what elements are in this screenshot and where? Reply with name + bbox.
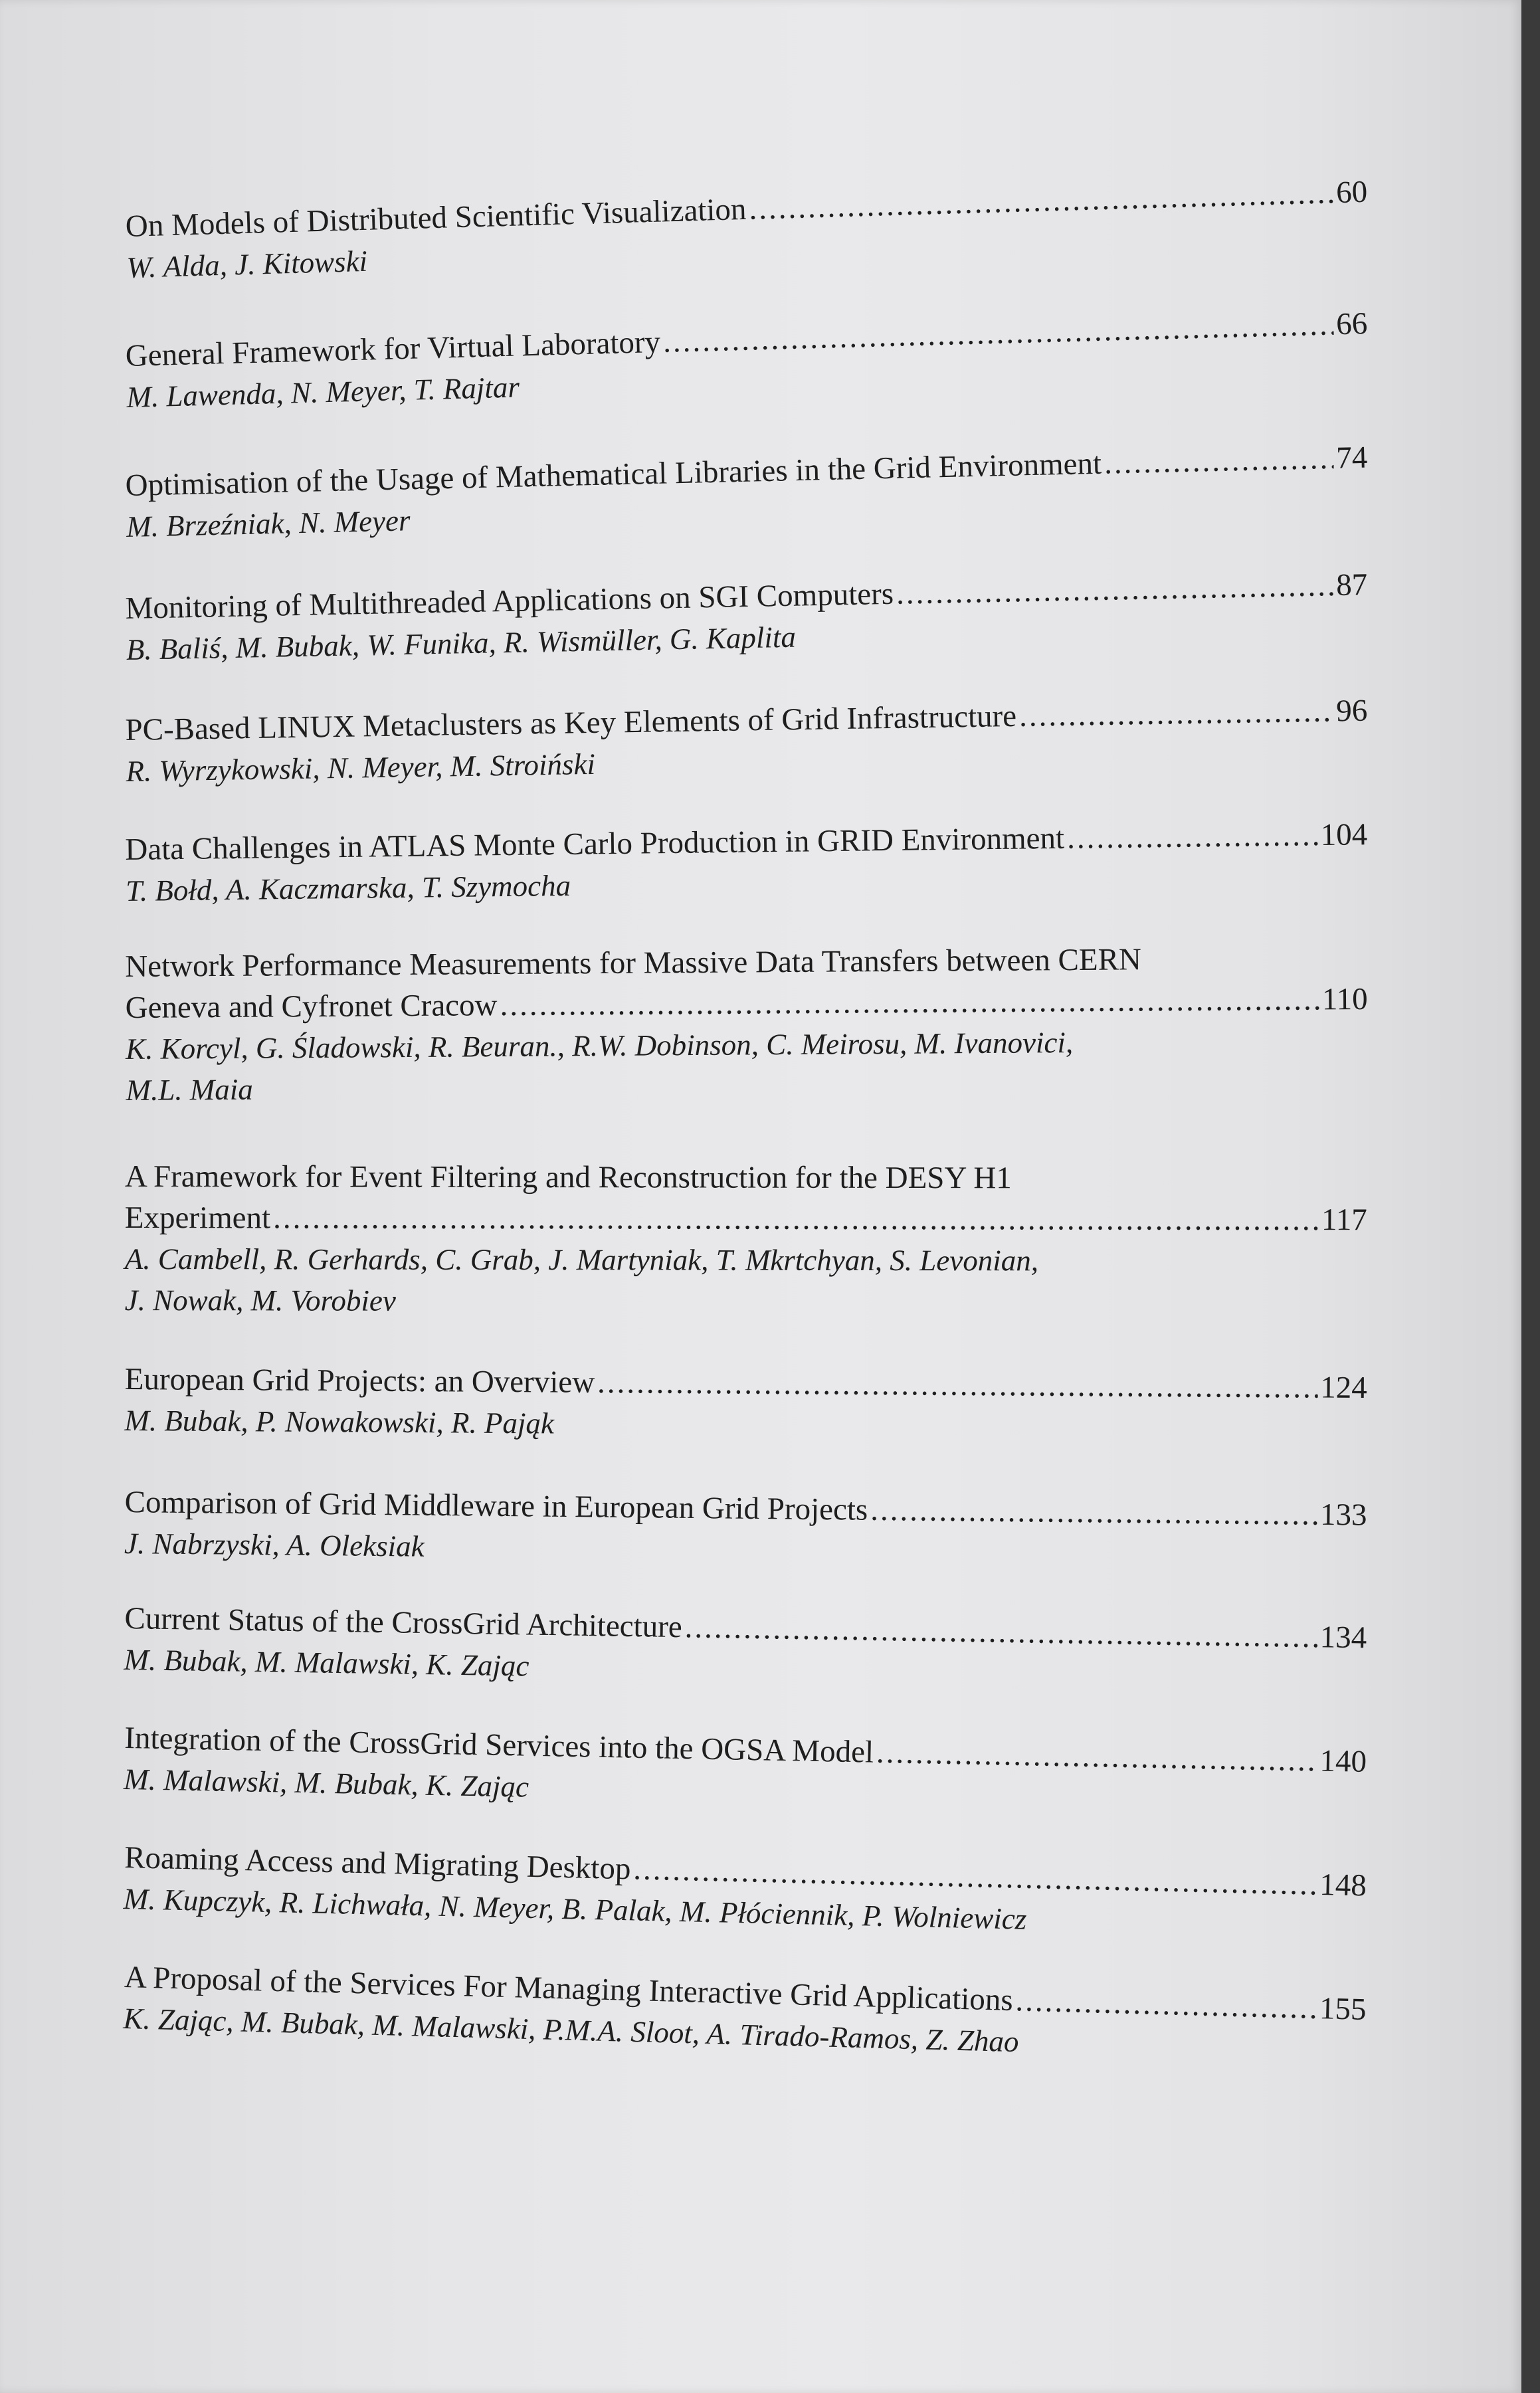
toc-authors: M. Brzeźniak, N. Meyer xyxy=(126,504,411,543)
toc-entry xyxy=(123,1957,1367,2071)
toc-entry xyxy=(124,1717,1367,1824)
toc-title-first-line: Network Performance Measurements for Massive Data Transfers between CERN xyxy=(125,942,1142,984)
toc-page-number: 96 xyxy=(1335,693,1368,729)
toc-entry xyxy=(124,1482,1367,1577)
toc-authors: M. Kupczyk, R. Lichwała, N. Meyer, B. Palak, M. Płóciennik, P. Wolniewicz xyxy=(123,1881,1027,1936)
toc-page-number: 155 xyxy=(1319,1991,1367,2027)
toc-title: Current Status of the CrossGrid Architecture xyxy=(124,1600,683,1645)
toc-entry xyxy=(125,171,1369,288)
toc-title: Experiment xyxy=(124,1200,271,1236)
dot-leader xyxy=(870,1489,1317,1535)
dot-leader xyxy=(500,979,1319,1026)
toc-entry xyxy=(125,937,1369,1111)
toc-entry xyxy=(125,437,1369,547)
toc-title-line xyxy=(125,1197,1367,1240)
toc-authors: W. Alda, J. Kitowski xyxy=(126,244,368,284)
toc-page-number: 60 xyxy=(1335,174,1368,211)
toc-page-number: 110 xyxy=(1321,981,1368,1017)
toc-authors: T. Bołd, A. Kaczmarska, T. Szymocha xyxy=(125,868,571,908)
toc-title: Geneva and Cyfronet Cracow xyxy=(125,988,498,1025)
toc-title: Monitoring of Multithreaded Applications on SGI Computers xyxy=(125,576,894,626)
toc-page-number: 124 xyxy=(1320,1370,1367,1406)
dot-leader xyxy=(597,1362,1318,1408)
toc-entry xyxy=(123,1837,1367,1947)
toc-title: A Proposal of the Services For Managing Interactive Grid Applications xyxy=(124,1959,1014,2018)
toc-authors-second-line: M.L. Maia xyxy=(126,1072,253,1107)
toc-title-line xyxy=(125,979,1367,1028)
toc-authors: M. Lawenda, N. Meyer, T. Rajtar xyxy=(126,370,520,414)
dot-leader xyxy=(1015,1980,1317,2029)
toc-page-number: 104 xyxy=(1320,817,1368,853)
dot-leader xyxy=(1067,814,1318,859)
toc-page-number: 74 xyxy=(1335,440,1368,476)
toc-authors-second-line: J. Nowak, M. Vorobiev xyxy=(124,1283,396,1317)
toc-authors: M. Bubak, P. Nowakowski, R. Pająk xyxy=(124,1403,555,1440)
toc-authors: R. Wyrzykowski, N. Meyer, M. Stroiński xyxy=(126,747,596,788)
toc-entry xyxy=(125,1156,1367,1323)
toc-authors: K. Korcyl, G. Śladowski, R. Beuran., R.W. Dobinson, C. Meirosu, M. Ivanovici, xyxy=(125,1026,1074,1066)
toc-authors: M. Bubak, M. Malawski, K. Zając xyxy=(124,1642,529,1683)
toc-title: Optimisation of the Usage of Mathematical Libraries in the Grid Environment xyxy=(125,446,1102,503)
toc-page-number: 87 xyxy=(1335,567,1368,603)
toc-authors: J. Nabrzyski, A. Oleksiak xyxy=(124,1526,425,1563)
dot-leader xyxy=(896,565,1333,615)
toc-page-number: 148 xyxy=(1319,1867,1367,1903)
toc-entry xyxy=(124,1359,1367,1450)
toc-title: PC-Based LINUX Metaclusters as Key Elements of Grid Infrastructure xyxy=(125,698,1017,747)
dot-leader xyxy=(273,1197,1319,1240)
toc-authors: K. Zając, M. Bubak, M. Malawski, P.M.A. Sloot, A. Tirado-Ramos, Z. Zhao xyxy=(122,2001,1020,2059)
toc-title: Roaming Access and Migrating Desktop xyxy=(124,1840,632,1887)
toc-page-number: 134 xyxy=(1319,1620,1367,1656)
toc-title: European Grid Projects: an Overview xyxy=(124,1362,595,1400)
dot-leader xyxy=(1104,438,1334,484)
toc-entry xyxy=(125,564,1369,670)
toc-title: Data Challenges in ATLAS Monte Carlo Production in GRID Environment xyxy=(125,820,1065,867)
toc-title: Integration of the CrossGrid Services into the OGSA Model xyxy=(124,1720,874,1770)
toc-authors: M. Malawski, M. Bubak, K. Zając xyxy=(123,1762,529,1804)
toc-entry xyxy=(124,1598,1367,1699)
toc-entry xyxy=(125,303,1369,418)
toc-page-number: 133 xyxy=(1319,1497,1367,1533)
toc-title: General Framework for Virtual Laboratory xyxy=(125,324,661,373)
toc-page-number: 66 xyxy=(1335,306,1368,342)
toc-title-first-line: A Framework for Event Filtering and Reconstruction for the DESY H1 xyxy=(124,1159,1012,1196)
toc-page-number: 117 xyxy=(1321,1202,1367,1238)
toc-page-number: 140 xyxy=(1319,1743,1367,1779)
toc-authors: B. Baliś, M. Bubak, W. Funika, R. Wismüller, G. Kaplita xyxy=(126,620,797,666)
toc-entry xyxy=(125,814,1368,911)
toc-entry xyxy=(125,690,1369,792)
toc-title: Comparison of Grid Middleware in European Grid Projects xyxy=(124,1484,868,1527)
toc-authors: A. Cambell, R. Gerhards, C. Grab, J. Martyniak, T. Mkrtchyan, S. Levonian, xyxy=(124,1242,1039,1278)
page-edge xyxy=(1521,0,1540,2393)
toc-title: On Models of Distributed Scientific Visualization xyxy=(125,191,747,244)
dot-leader xyxy=(876,1732,1317,1782)
dot-leader xyxy=(1019,690,1334,736)
